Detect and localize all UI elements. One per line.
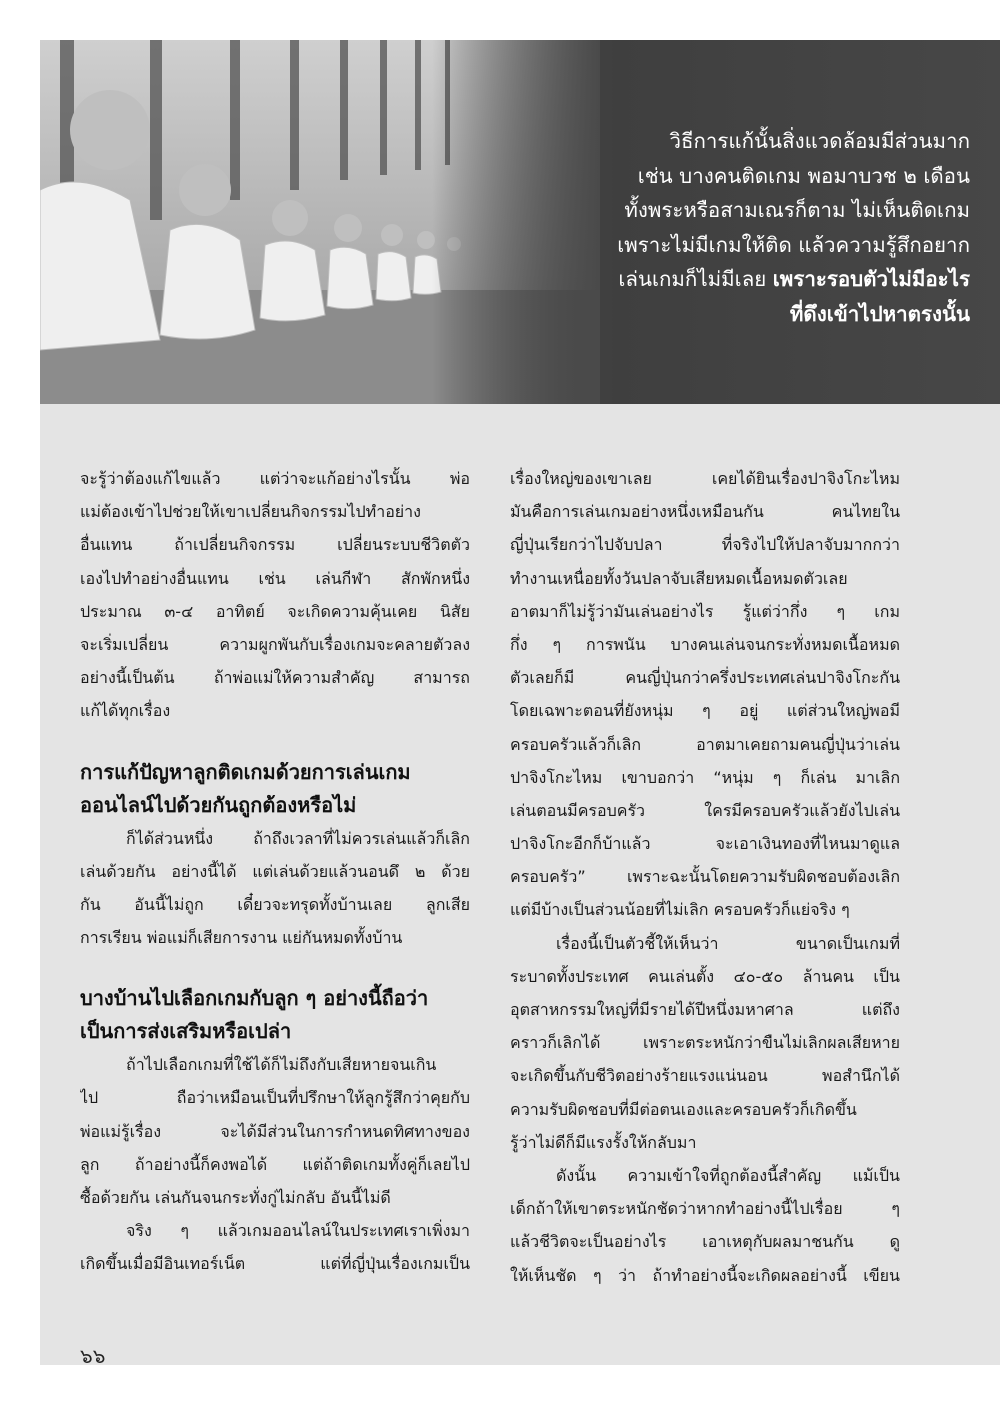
quote-line: เพราะไม่มีเกมให้ติด แล้วความรู้สึกอยาก xyxy=(617,232,970,257)
text-line: รู้ว่าไม่ดีก็มีแรงรั้งให้กลับมา xyxy=(510,1132,697,1152)
text-line: แล้วชีวิตจะเป็นอย่างไร เอาเหตุกับผลมาชนกัน ดู xyxy=(510,1232,900,1252)
text-line: อย่างนี้เป็นต้น ถ้าพ่อแม่ให้ความสำคัญ สามารถ xyxy=(80,668,470,688)
text-line: ลูก ถ้าอย่างนี้ก็คงพอได้ แต่ถ้าติดเกมทั้งคู่ก็เลยไป xyxy=(80,1154,470,1174)
text-line: เล่นตอนมีครอบครัว ใครมีครอบครัวแล้วยังไปเล่น xyxy=(510,800,900,820)
text-line: แม่ต้องเข้าไปช่วยให้เขาเปลี่ยนกิจกรรมไปทำอย่าง xyxy=(80,502,421,522)
heading-line: บางบ้านไปเลือกเกมกับลูก ๆ อย่างนี้ถือว่า xyxy=(80,986,429,1011)
header-banner xyxy=(40,40,1000,404)
text-line: ครอบครัวแล้วก็เลิก อาตมาเคยถามคนญี่ปุ่นว่าเล่น xyxy=(510,734,900,754)
text-line: มันคือการเล่นเกมอย่างหนึ่งเหมือนกัน คนไทยใน xyxy=(510,502,900,522)
text-line: ให้เห็นชัด ๆ ว่า ถ้าทำอย่างนี้จะเกิดผลอย่างนี้ เขียน xyxy=(510,1265,900,1285)
paragraph xyxy=(510,927,900,1159)
left-column xyxy=(80,462,470,1281)
page-number: ๖๖ xyxy=(80,1344,106,1368)
right-column xyxy=(510,462,900,1292)
text-line: จริง ๆ แล้วเกมออนไลน์ในประเทศเราเพิ่งมา xyxy=(126,1221,470,1241)
text-line: จะเกิดขึ้นกับชีวิตอย่างร้ายแรงแน่นอน พอสำนึกได้ xyxy=(510,1066,900,1086)
text-line: ก็ได้ส่วนหนึ่ง ถ้าถึงเวลาที่ไม่ควรเล่นแล้วก็เลิก xyxy=(126,828,470,848)
text-line: จะเริ่มเปลี่ยน ความผูกพันกับเรื่องเกมจะคลายตัวลง xyxy=(80,634,470,654)
text-line: คราวก็เลิกได้ เพราะตระหนักว่าขืนไม่เลิกผลเสียหาย xyxy=(510,1033,900,1053)
quote-line: วิธีการแก้นั้นสิ่งแวดล้อมมีส่วนมาก xyxy=(669,129,970,153)
text-line: ตัวเลยก็มี คนญี่ปุ่นกว่าครึ่งประเทศเล่นปาจิงโกะกัน xyxy=(510,668,900,688)
section-heading xyxy=(80,756,470,822)
quote-line: ที่ดึงเข้าไปหาตรงนั้น xyxy=(789,301,970,326)
text-line: ญี่ปุ่นเรียกว่าไปจับปลา ที่จริงไปให้ปลาจับมากกว่า xyxy=(510,535,900,555)
text-line: ครอบครัว” เพราะฉะนั้นโดยความรับผิดชอบต้องเลิก xyxy=(510,867,900,887)
text-line: อื่นแทน ถ้าเปลี่ยนกิจกรรม เปลี่ยนระบบชีวิตตัว xyxy=(80,535,470,555)
text-line: ไป ถือว่าเหมือนเป็นที่ปรึกษาให้ลูกรู้สึกว่าคุยกับ xyxy=(80,1088,470,1108)
text-line: แก้ได้ทุกเรื่อง xyxy=(80,701,171,721)
text-line: ความรับผิดชอบที่มีต่อตนเองและครอบครัวก็เกิดขึ้น xyxy=(510,1099,857,1119)
text-line: เล่นด้วยกัน อย่างนี้ได้ แต่เล่นด้วยแล้วนอนดึ ๒ ด้วย xyxy=(80,861,470,881)
text-line: ทำงานเหนื่อยทั้งวันปลาจับเสียหมดเนื้อหมดตัวเลย xyxy=(510,568,848,588)
text-line: ถ้าไปเลือกเกมที่ใช้ได้ก็ไม่ถึงกับเสียหายจนเกิน xyxy=(126,1055,437,1075)
paragraph xyxy=(80,1048,470,1214)
text-line: เกิดขึ้นเมื่อมีอินเทอร์เน็ต แต่ที่ญี่ปุ่นเรื่องเกมเป็น xyxy=(80,1254,470,1274)
text-line: ดังนั้น ความเข้าใจที่ถูกต้องนี้สำคัญ แม้เป็น xyxy=(556,1165,900,1185)
paragraph xyxy=(80,1214,470,1280)
text-line: พ่อแม่รู้เรื่อง จะได้มีส่วนในการกำหนดทิศทางของ xyxy=(80,1121,470,1141)
text-line: กัน อันนี้ไม่ถูก เดี๋ยวจะทรุดทั้งบ้านเลย ลูกเสีย xyxy=(80,894,470,914)
text-line: แต่มีบ้างเป็นส่วนน้อยที่ไม่เลิก ครอบครัวก็แย่จริง ๆ xyxy=(510,900,850,920)
quote-line: เช่น บางคนติดเกม พอมาบวช ๒ เดือน xyxy=(637,163,970,188)
text-line: อาตมาก็ไม่รู้ว่ามันเล่นอย่างไร รู้แต่ว่ากึ่ง ๆ เกม xyxy=(510,601,900,621)
pull-quote xyxy=(530,124,970,331)
text-line: กึ่ง ๆ การพนัน บางคนเล่นจนกระทั่งหมดเนื้อหมด xyxy=(510,634,900,654)
text-line: เรื่องใหญ่ของเขาเลย เคยได้ยินเรื่องปาจิงโกะไหม xyxy=(510,469,900,488)
text-line: จะรู้ว่าต้องแก้ไขแล้ว แต่ว่าจะแก้อย่างไรนั้น พ่อ xyxy=(80,469,470,488)
section-heading xyxy=(80,982,470,1048)
text-line: เรื่องนี้เป็นตัวชี้ให้เห็นว่า ขนาดเป็นเกมที่ xyxy=(556,933,900,953)
paragraph xyxy=(80,462,470,728)
text-line: โดยเฉพาะตอนที่ยังหนุ่ม ๆ อยู่ แต่ส่วนใหญ่พอมี xyxy=(510,701,900,721)
text-line: การเรียน พ่อแม่ก็เสียการงาน แย่กันหมดทั้งบ้าน xyxy=(80,928,403,948)
paragraph xyxy=(510,1159,900,1292)
spacer xyxy=(80,728,470,756)
text-line: ระบาดทั้งประเทศ คนเล่นตั้ง ๔๐-๕๐ ล้านคน เป็น xyxy=(510,966,900,986)
text-line: เองไปทำอย่างอื่นแทน เช่น เล่นกีฬา สักพักหนึ่ง xyxy=(80,568,470,588)
paragraph xyxy=(80,822,470,955)
text-line: ปาจิงโกะอีกก็บ้าแล้ว จะเอาเงินทองที่ไหนมาดูแล xyxy=(510,834,900,854)
quote-line: เล่นเกมก็ไม่มีเลย เพราะรอบตัวไม่มีอะไร xyxy=(618,267,970,291)
quote-line: ทั้งพระหรือสามเณรก็ตาม ไม่เห็นติดเกม xyxy=(624,198,970,222)
text-line: เด็กถ้าให้เขาตระหนักชัดว่าหากทำอย่างนี้ไปเรื่อย ๆ xyxy=(510,1199,900,1219)
meditating-novices-photo xyxy=(40,40,600,404)
paragraph xyxy=(510,462,900,927)
text-line: ปาจิงโกะไหม เขาบอกว่า “หนุ่ม ๆ ก็เล่น มาเลิก xyxy=(510,767,900,787)
heading-line: ออนไลน์ไปด้วยกันถูกต้องหรือไม่ xyxy=(80,792,357,817)
text-line: ซื้อด้วยกัน เล่นกันจนกระทั่งกู่ไม่กลับ อันนี้ไม่ดี xyxy=(80,1188,391,1207)
heading-line: การแก้ปัญหาลูกติดเกมด้วยการเล่นเกม xyxy=(80,759,411,784)
spacer xyxy=(80,954,470,982)
heading-line: เป็นการส่งเสริมหรือเปล่า xyxy=(80,1019,292,1044)
text-line: ประมาณ ๓-๔ อาทิตย์ จะเกิดความคุ้นเคย นิสัย xyxy=(80,601,470,621)
text-line: อุตสาหกรรมใหญ่ที่มีรายได้ปีหนึ่งมหาศาล แต่ถึง xyxy=(510,1000,900,1019)
